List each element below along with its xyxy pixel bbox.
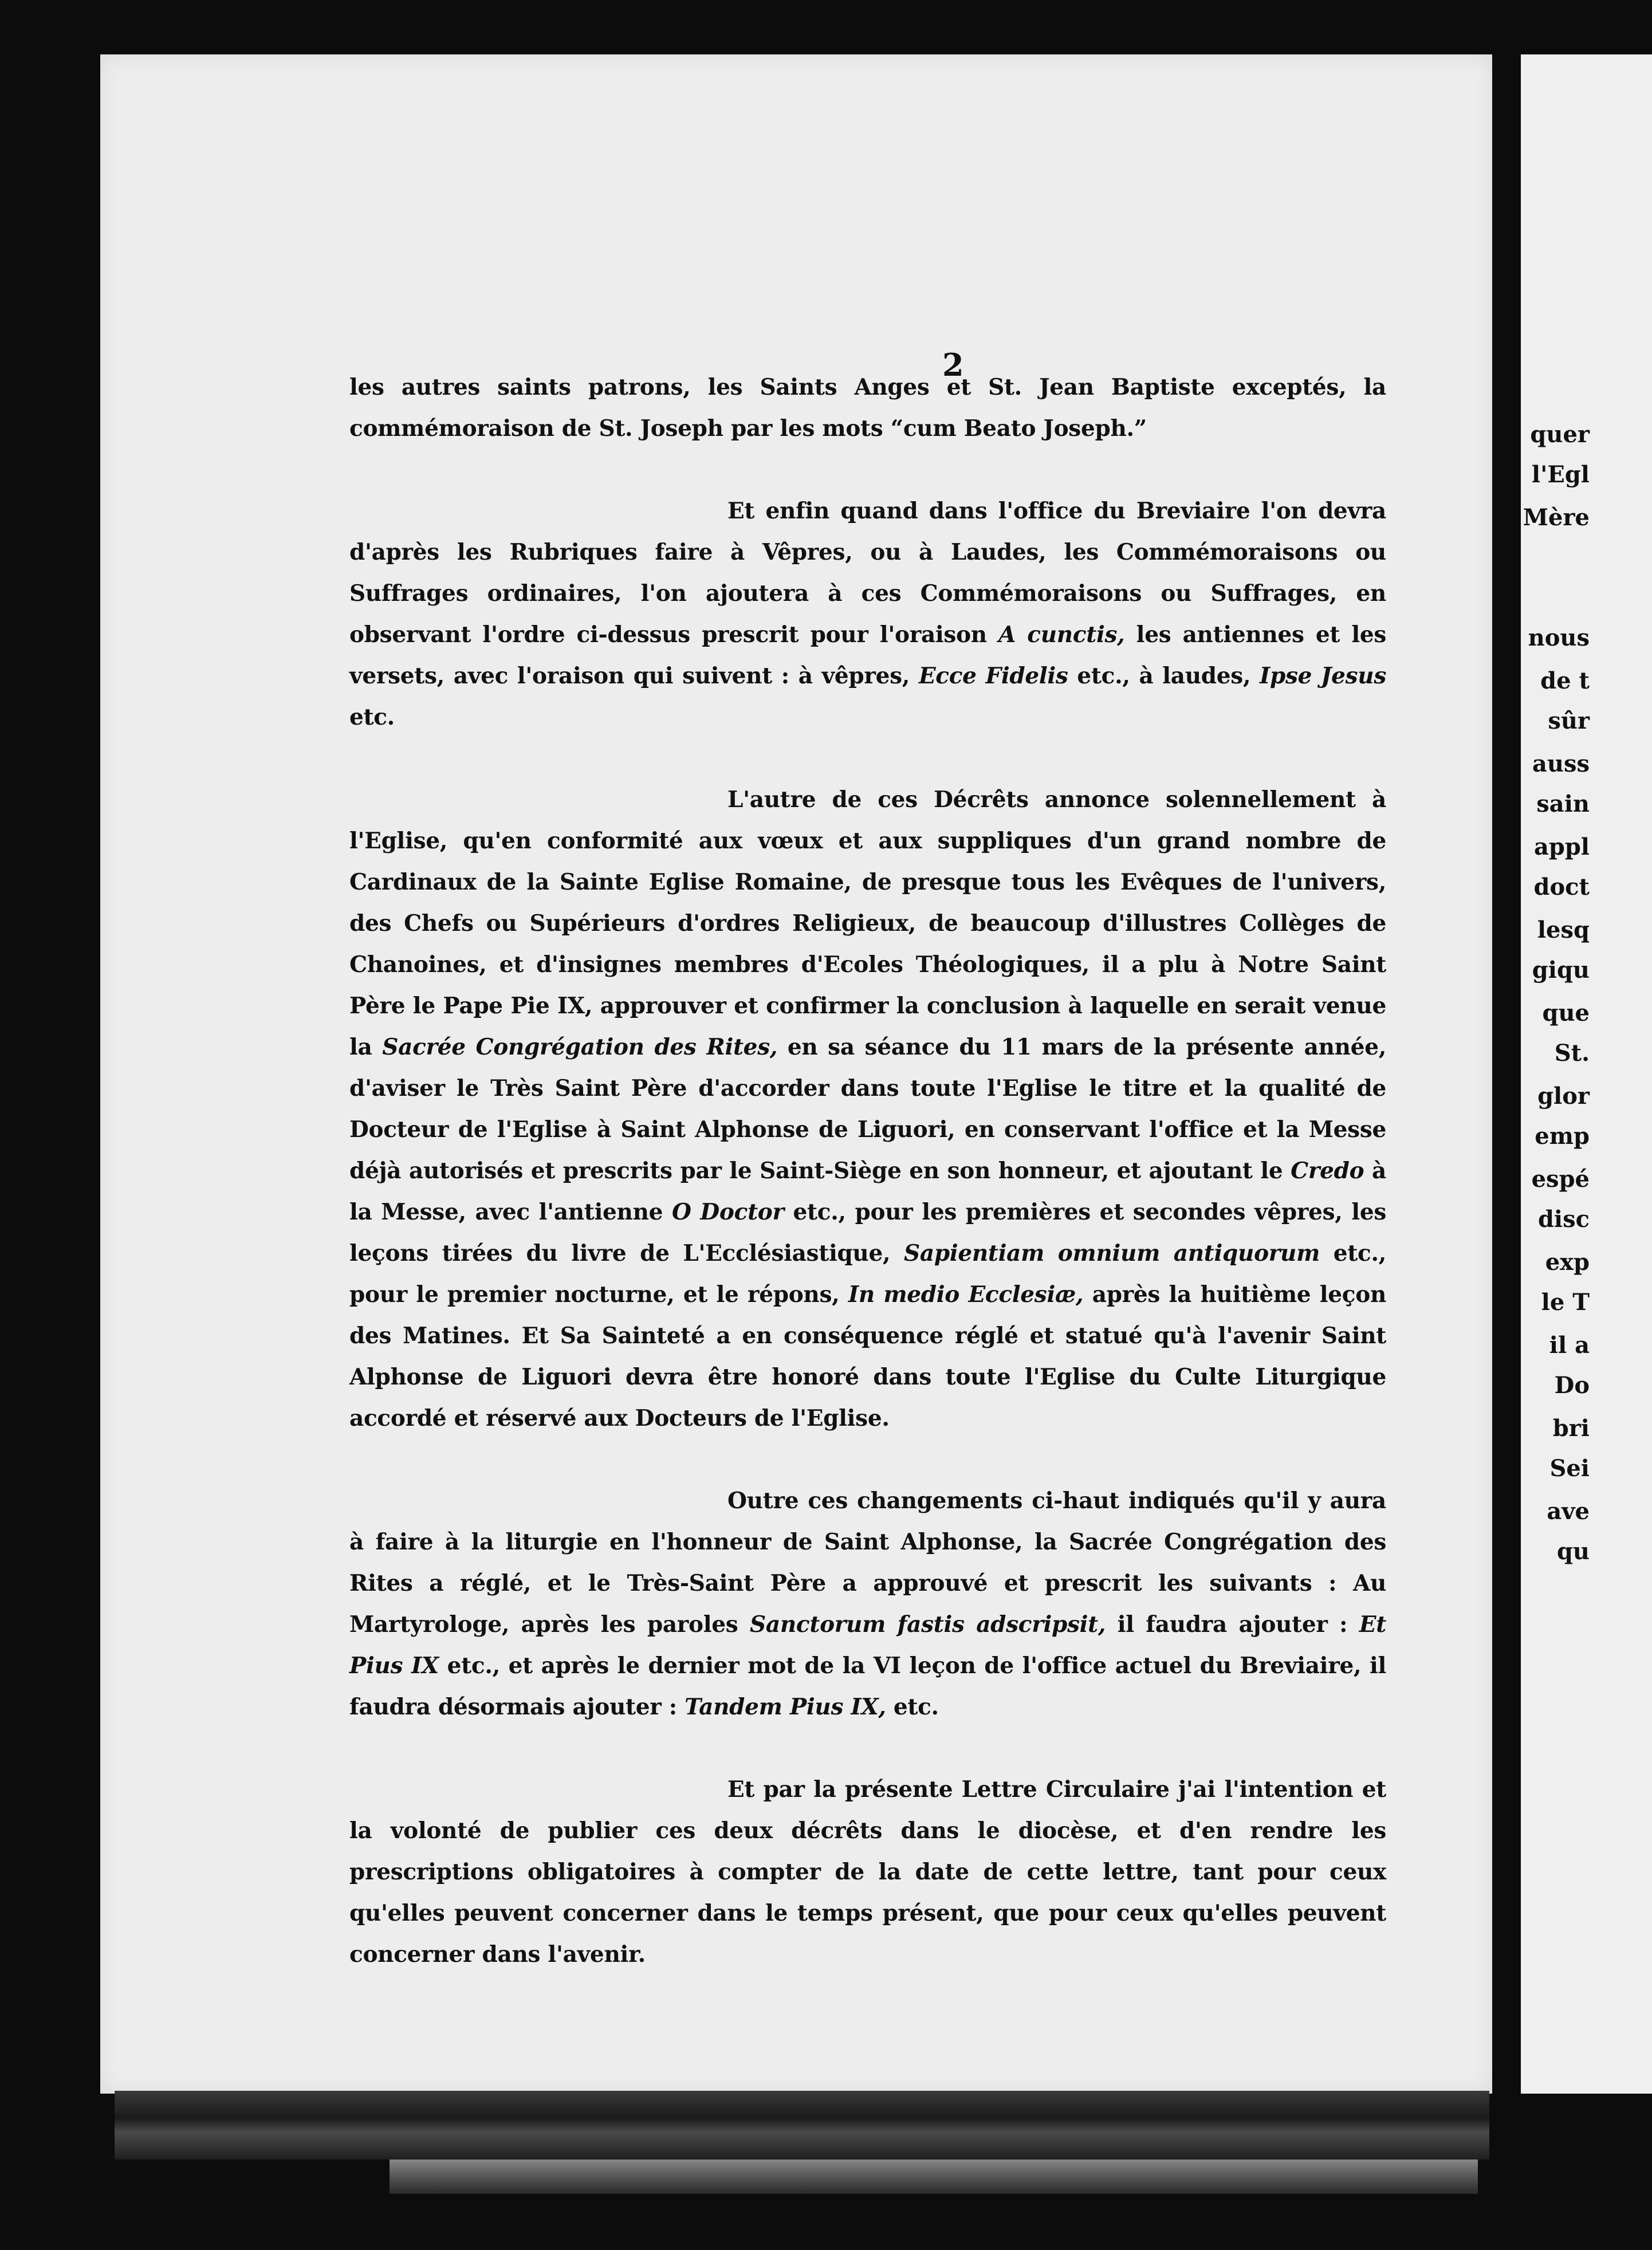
italic-text: Ipse Jesus (1260, 663, 1386, 689)
adjacent-page-line: appl (1533, 833, 1590, 860)
italic-text: Sanctorum fastis adscripsit, (750, 1611, 1106, 1638)
paragraph (349, 1480, 1386, 1728)
italic-text: A cunctis, (998, 621, 1125, 648)
adjacent-page-line: le T (1541, 1289, 1590, 1316)
text-segment: Outre ces changements ci-haut indiqués qu'il y aura à faire à la liturgie en l'honneur de Saint Alphonse, la Sacrée Congrégation des Rites a réglé, et le Très-Saint Père a approuvé et prescrit les suivants : Au Martyrologe, après les paroles (349, 1488, 1386, 1638)
page-number: 2 (942, 347, 964, 383)
text-segment: Et par la présente Lettre Circulaire j'ai l'intention et la volonté de publier ces deux décrêts dans le diocèse, et d'en rendre les prescriptions obligatoires à compter de la date de cette lettre, tant pour ceux qu'elles peuvent concerner dans le temps présent, que pour ceux qu'elles peuvent concerner dans l'avenir. (349, 1776, 1386, 1968)
adjacent-page-line: emp (1535, 1123, 1590, 1150)
italic-text: Tandem Pius IX, (685, 1694, 886, 1720)
adjacent-page-line: sain (1536, 790, 1590, 817)
text-segment: les antiennes et les versets, avec l'oraison qui suivent : à vêpres, (349, 621, 1387, 689)
italic-text: Ecce Fidelis (918, 663, 1068, 689)
paragraph (349, 779, 1386, 1439)
adjacent-page-line: l'Egl (1531, 461, 1590, 488)
text-segment: etc. (349, 704, 395, 730)
adjacent-page-line: il a (1549, 1332, 1590, 1359)
text-segment: etc. (886, 1694, 939, 1720)
italic-text: Et Pius IX (349, 1611, 1386, 1679)
italic-text: Sapientiam omnium antiquorum (904, 1240, 1320, 1266)
adjacent-page-line: giqu (1532, 957, 1590, 984)
adjacent-page-line: Sei (1549, 1455, 1590, 1482)
italic-text: O Doctor (671, 1199, 784, 1225)
text-segment: Et enfin quand dans l'office du Breviaire l'on devra d'après les Rubriques faire à Vêpres, ou à Laudes, les Commémoraisons ou Suffrages ordinaires, l'on ajoutera à ces Commémoraisons ou Suffrages, en observant l'ordre ci-dessus prescrit pour l'oraison (349, 498, 1386, 648)
paragraph (349, 490, 1386, 738)
page-stack-edge (390, 2159, 1478, 2194)
italic-text: Credo (1291, 1158, 1364, 1184)
adjacent-page-line: Mère (1523, 504, 1590, 531)
adjacent-page-line: que (1542, 1000, 1590, 1026)
adjacent-page-line: exp (1545, 1249, 1590, 1276)
text-segment: L'autre de ces Décrêts annonce solennellement à l'Eglise, qu'en conformité aux vœux et aux suppliques d'un grand nombre de Cardinaux de la Sainte Eglise Romaine, de presque tous les Evêques de l'univers, des Chefs ou Supérieurs d'ordres Religieux, de beaucoup d'illustres Collèges de Chanoines, et d'insignes membres d'Ecoles Théologiques, il a plu à Notre Saint Père le Pape Pie IX, approuver et confirmer la conclusion à laquelle en serait venue la (349, 786, 1386, 1060)
adjacent-page-line: sûr (1548, 707, 1590, 734)
text-segment: etc., à laudes, (1068, 663, 1260, 689)
adjacent-page-line: quer (1530, 421, 1590, 448)
text-segment: après la huitième leçon des Matines. Et Sa Sainteté a en conséquence réglé et statué qu'à l'avenir Saint Alphonse de Liguori devra être honoré dans toute l'Eglise du Culte Liturgique accordé et réservé aux Docteurs de l'Eglise. (349, 1281, 1386, 1431)
adjacent-page-line: bri (1552, 1415, 1590, 1442)
adjacent-page-line: St. (1554, 1040, 1590, 1067)
text-segment: il faudra ajouter : (1106, 1611, 1359, 1638)
body-text (349, 367, 1386, 2016)
adjacent-page-line: de t (1540, 667, 1590, 694)
page-bottom-edge (115, 2091, 1489, 2159)
paragraph (349, 367, 1386, 449)
text-segment: à la Messe, avec l'antienne (349, 1158, 1387, 1225)
adjacent-page-line: Do (1554, 1372, 1590, 1399)
adjacent-page-line: doct (1533, 874, 1590, 900)
adjacent-page-line: glor (1537, 1083, 1590, 1110)
text-segment: etc., pour le premier nocturne, et le répons, (349, 1240, 1386, 1308)
paragraph (349, 1769, 1386, 1975)
text-segment: etc., et après le dernier mot de la VI leçon de l'office actuel du Breviaire, il faudra désormais ajouter : (349, 1653, 1386, 1720)
text-segment: les autres saints patrons, les Saints Anges et St. Jean Baptiste exceptés, la commémoraison de St. Joseph par les mots “cum Beato Joseph.” (349, 374, 1386, 442)
adjacent-page-fragment (1521, 54, 1652, 2094)
text-segment: en sa séance du 11 mars de la présente année, d'aviser le Très Saint Père d'accorder dans toute l'Eglise le titre et la qualité de Docteur de l'Eglise à Saint Alphonse de Liguori, en conservant l'office et la Messe déjà autorisés et prescrits par le Saint-Siège en son honneur, et ajoutant le (349, 1034, 1386, 1184)
italic-text: In medio Ecclesiæ, (848, 1281, 1084, 1308)
adjacent-page-line: lesq (1537, 916, 1590, 943)
text-segment: etc., pour les premières et secondes vêpres, les leçons tirées du livre de L'Ecclésiastique, (349, 1199, 1386, 1266)
adjacent-page-line: qu (1556, 1538, 1590, 1565)
adjacent-page-line: espé (1531, 1166, 1590, 1193)
adjacent-page-line: auss (1532, 750, 1590, 777)
adjacent-page-line: disc (1537, 1206, 1590, 1233)
italic-text: Sacrée Congrégation des Rites, (382, 1034, 778, 1060)
adjacent-page-line: nous (1528, 624, 1590, 651)
adjacent-page-line: ave (1547, 1498, 1590, 1525)
